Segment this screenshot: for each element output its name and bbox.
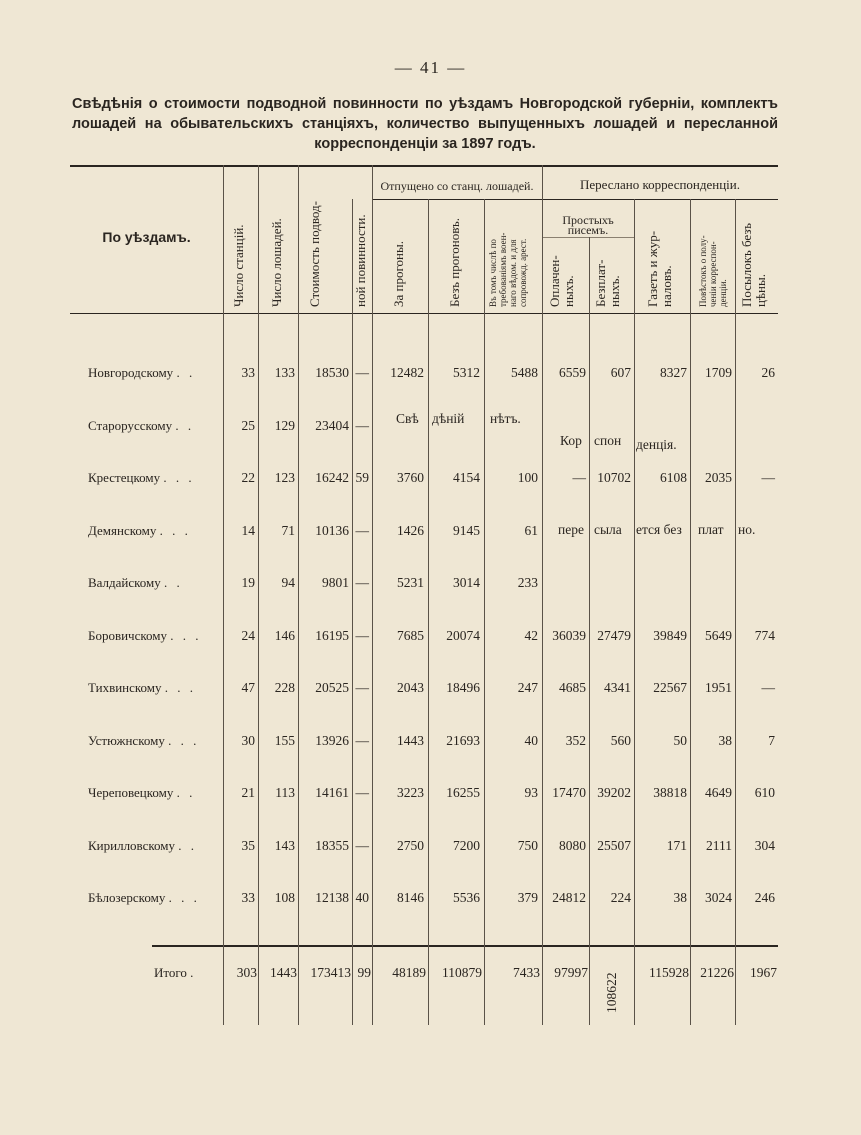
cell-free: 607 (610, 365, 631, 380)
cell-demand: 93 (524, 785, 538, 800)
cell-horses: 94 (281, 575, 295, 590)
cell-free: 560 (610, 732, 631, 748)
cell-cost_b: — (355, 522, 369, 538)
no-data-note-1: Свѣ (396, 411, 419, 426)
cell-stations: 33 (241, 365, 255, 380)
mail-note-2a: пере (558, 522, 584, 537)
header-horses: Число лошадей. (269, 218, 284, 307)
cell-free: 25507 (597, 837, 631, 853)
cell-demand: 40 (524, 732, 538, 748)
row-district-name: Новгородскому . . (88, 365, 196, 380)
cell-cost: 16195 (315, 627, 349, 643)
cell-paid: 36039 (552, 627, 586, 643)
cell-parcels: 774 (754, 627, 775, 643)
total-fares: 48189 (392, 965, 426, 980)
group-rule-letters (542, 237, 634, 238)
header-cost-b: ной повинности. (353, 214, 368, 307)
cell-cost: 18530 (315, 365, 349, 380)
header-for-fares: За прогоны. (391, 241, 406, 307)
cell-parcels: 7 (768, 732, 775, 748)
header-district: По уѣздамъ. (102, 229, 191, 245)
total-label: Итого . (154, 965, 197, 980)
header-newspapers: Газетъ и жур- наловъ. (645, 230, 674, 307)
total-horses: 1443 (270, 965, 297, 980)
header-parcels: Посылокъ безъ цѣны. (739, 223, 768, 307)
total-rule (152, 945, 778, 947)
header-simple-letters: Простыхъ писемъ. (562, 213, 614, 237)
row-district-name: Бѣлозерскому . . . (88, 890, 200, 905)
header-paid: Оплачен- ныхъ. (547, 255, 576, 307)
mail-note-2b: сыла (594, 522, 622, 537)
cell-cost: 14161 (315, 785, 349, 800)
total-notices: 21226 (700, 965, 734, 980)
row-district-name: Боровичскому . . . (88, 627, 202, 643)
cell-fares: 7685 (397, 627, 424, 643)
cell-fares: 3223 (397, 785, 424, 800)
cell-paid: 6559 (559, 365, 586, 380)
cell-cost_b: — (355, 837, 369, 853)
cell-demand: 42 (524, 627, 538, 643)
cell-cost_b: — (355, 575, 369, 590)
total-paid: 97997 (554, 965, 588, 980)
cell-free: 10702 (597, 470, 631, 485)
cell-nofares: 5312 (453, 365, 480, 380)
cell-news: 171 (666, 837, 687, 853)
cell-stations: 33 (241, 890, 255, 905)
cell-news: 39849 (653, 627, 687, 643)
header-stations: Число станцій. (231, 224, 246, 307)
header-notices: Повѣстокъ о полу- ченіи корреспон- денціи. (698, 235, 728, 307)
mail-note-1c: денція. (636, 437, 677, 452)
cell-stations: 24 (241, 627, 255, 643)
cell-parcels: — (761, 470, 775, 485)
row-district-name: Кирилловскому . . (88, 837, 198, 853)
group-rule-mail (542, 199, 778, 200)
cell-fares: 5231 (397, 575, 424, 590)
cell-cost: 18355 (315, 837, 349, 853)
header-released-group: Отпущено со станц. лошадей. (380, 179, 534, 193)
cell-stations: 19 (241, 575, 255, 590)
cell-demand: 5488 (511, 365, 538, 380)
cell-nofares: 5536 (453, 890, 480, 905)
cell-notices: 2035 (705, 470, 732, 485)
total-free: 108622 (604, 972, 619, 1013)
cell-free: 224 (610, 890, 631, 905)
cell-free: 39202 (597, 785, 631, 800)
cell-parcels: 246 (754, 890, 775, 905)
page-number: — 41 — (394, 58, 467, 77)
cell-notices: 1951 (705, 680, 732, 695)
cell-stations: 30 (241, 732, 255, 748)
cell-fares: 1443 (397, 732, 424, 748)
cell-paid: 17470 (552, 785, 586, 800)
cell-stations: 35 (241, 837, 255, 853)
cell-notices: 3024 (705, 890, 732, 905)
cell-cost: 16242 (315, 470, 349, 485)
cell-demand: 61 (524, 522, 538, 538)
cell-nofares: 9145 (453, 522, 480, 538)
cell-parcels: — (761, 680, 775, 695)
group-rule-released (372, 199, 542, 200)
cell-demand: 233 (517, 575, 538, 590)
cell-news: 38 (673, 890, 687, 905)
cell-fares: 2750 (397, 837, 424, 853)
cell-news: 38818 (653, 785, 687, 800)
cell-nofares: 20074 (446, 627, 480, 643)
cell-cost_b: — (355, 365, 369, 380)
cell-cost_b: — (355, 785, 369, 800)
cell-notices: 1709 (705, 365, 732, 380)
row-district-name: Череповецкому . . (88, 785, 196, 800)
cell-horses: 228 (274, 680, 295, 695)
total-stations: 303 (236, 965, 257, 980)
cell-news: 8327 (660, 365, 687, 380)
cell-cost_b: — (355, 732, 369, 748)
cell-demand: 750 (517, 837, 538, 853)
cell-cost: 20525 (315, 680, 349, 695)
total-nofares: 110879 (442, 965, 482, 980)
cell-fares: 2043 (397, 680, 424, 695)
cell-stations: 47 (241, 680, 255, 695)
cell-paid: — (572, 470, 586, 485)
cell-parcels: 304 (754, 837, 775, 853)
header-mail-group: Переслано корреспонденціи. (579, 177, 741, 192)
cell-parcels: 26 (761, 365, 775, 380)
cell-cost_b: 59 (355, 470, 369, 485)
cell-nofares: 18496 (446, 680, 480, 695)
cell-horses: 71 (281, 522, 295, 538)
header-without-fares: Безъ прогоновъ. (447, 218, 462, 307)
cell-paid: 24812 (552, 890, 586, 905)
cell-news: 22567 (653, 680, 687, 695)
cell-paid: 352 (565, 732, 586, 748)
cell-horses: 129 (274, 417, 295, 433)
cell-horses: 155 (274, 732, 295, 748)
cell-notices: 5649 (705, 627, 732, 643)
no-data-note-2: дѣній (432, 411, 465, 426)
row-district-name: Старорусскому . . (88, 417, 195, 433)
cell-fares: 12482 (390, 365, 424, 380)
total-parcels: 1967 (750, 965, 777, 980)
cell-notices: 38 (718, 732, 732, 748)
cell-notices: 2111 (706, 837, 732, 853)
cell-news: 50 (673, 732, 687, 748)
top-rule (70, 165, 778, 167)
row-district-name: Крестецкому . . . (88, 470, 195, 485)
cell-stations: 14 (241, 522, 255, 538)
cell-paid: 8080 (559, 837, 586, 853)
cell-news: 6108 (660, 470, 687, 485)
page-title: Свѣдѣнія о стоимости подводной повинности по уѣздамъ Новгородской губерніи, комплектъ лошадей на обывательскихъ станціяхъ, количество выпущенныхъ лошадей и пересланной корреспонденціи за 1897 годъ. (72, 96, 778, 152)
cell-demand: 100 (517, 470, 538, 485)
cell-stations: 22 (241, 470, 255, 485)
cell-parcels: 610 (754, 785, 775, 800)
statistics-table (70, 165, 778, 1025)
cell-cost: 23404 (315, 417, 349, 433)
total-cost-b: 99 (357, 965, 371, 980)
cell-nofares: 3014 (453, 575, 480, 590)
cell-horses: 113 (275, 785, 295, 800)
cell-horses: 108 (274, 890, 295, 905)
cell-fares: 3760 (397, 470, 424, 485)
header-bottom-rule (70, 313, 778, 314)
mail-note-2c: ется без (636, 522, 682, 537)
cell-cost_b: — (355, 417, 369, 433)
cell-nofares: 4154 (453, 470, 480, 485)
header-on-demand: Въ томъ числѣ по требованіямъ воен- наго вѣдом. и для сопровожд. арест. (488, 232, 528, 307)
header-cost-a: Стоимость подвод- (307, 201, 322, 307)
row-district-name: Устюжнскому . . . (88, 732, 200, 748)
cell-fares: 1426 (397, 522, 424, 538)
cell-nofares: 16255 (446, 785, 480, 800)
total-demand: 7433 (513, 965, 540, 980)
cell-cost: 9801 (322, 575, 349, 590)
cell-cost: 12138 (315, 890, 349, 905)
total-news: 115928 (649, 965, 689, 980)
cell-cost_b: 40 (355, 890, 369, 905)
row-district-name: Тихвинскому . . . (88, 680, 197, 695)
cell-cost: 13926 (315, 732, 349, 748)
total-cost: 173413 (310, 965, 351, 980)
cell-horses: 143 (274, 837, 295, 853)
cell-horses: 133 (274, 365, 295, 380)
mail-note-2d: плат (698, 522, 724, 537)
cell-cost: 10136 (315, 522, 349, 538)
mail-note-1b: спон (594, 433, 622, 448)
cell-nofares: 21693 (446, 732, 480, 748)
cell-demand: 247 (517, 680, 538, 695)
cell-horses: 123 (274, 470, 295, 485)
cell-notices: 4649 (705, 785, 732, 800)
cell-fares: 8146 (397, 890, 424, 905)
row-district-name: Демянскому . . . (88, 522, 191, 538)
row-district-name: Валдайскому . . (88, 575, 183, 590)
mail-note-1a: Кор (560, 433, 582, 448)
cell-nofares: 7200 (453, 837, 480, 853)
header-free: Безплат- ныхъ. (593, 259, 622, 307)
cell-stations: 25 (241, 417, 255, 433)
cell-cost_b: — (355, 627, 369, 643)
no-data-note-3: нѣтъ. (490, 411, 521, 426)
cell-free: 4341 (604, 680, 631, 695)
cell-stations: 21 (241, 785, 255, 800)
mail-note-2e: но. (738, 522, 756, 537)
cell-demand: 379 (517, 890, 538, 905)
cell-horses: 146 (274, 627, 295, 643)
cell-cost_b: — (355, 680, 369, 695)
cell-paid: 4685 (559, 680, 586, 695)
cell-free: 27479 (597, 627, 631, 643)
